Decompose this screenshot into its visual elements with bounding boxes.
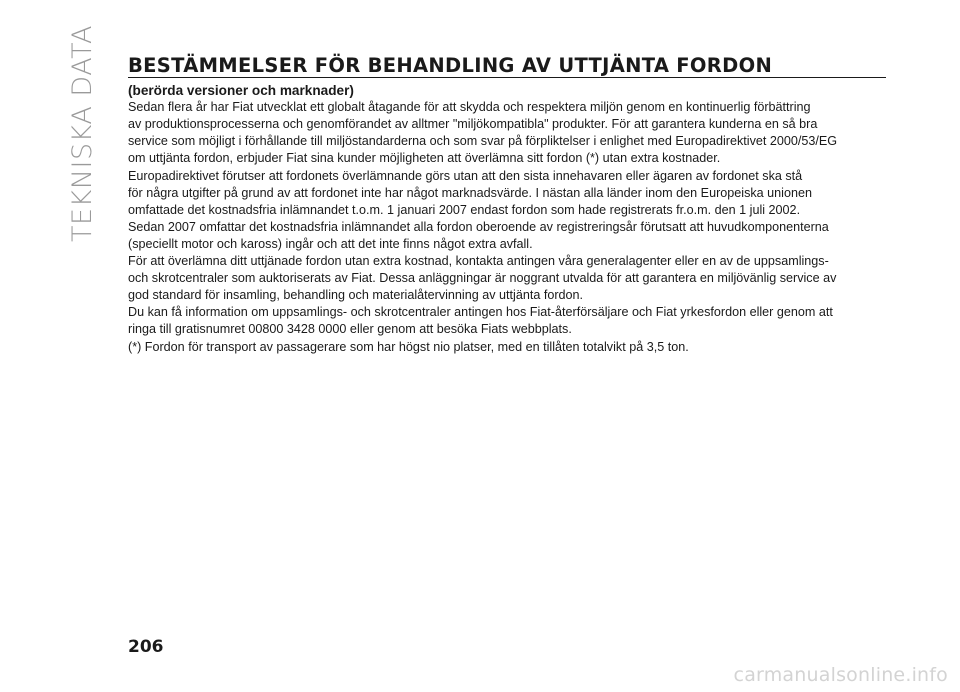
paragraph-line: om uttjänta fordon, erbjuder Fiat sina kunder möjligheten att överlämna sitt fordon (*) utan extra kostnader. <box>128 151 721 166</box>
paragraph-2 <box>128 168 888 219</box>
paragraph-line: (speciellt motor och kaross) ingår och att det inte finns något extra avfall. <box>128 236 533 251</box>
paragraph-4 <box>128 253 888 304</box>
paragraph-5 <box>128 304 888 338</box>
paragraph-line: ringa till gratisnumret 00800 3428 0000 eller genom att besöka Fiats webbplats. <box>128 322 572 337</box>
paragraph-1 <box>128 99 888 167</box>
section-subheading: (berörda versioner och marknader) <box>128 83 354 98</box>
paragraph-line: Europadirektivet förutser att fordonets överlämnande görs utan att den sista innehavaren eller ägaren av fordonet ska stå <box>128 168 803 183</box>
paragraph-line: Sedan flera år har Fiat utvecklat ett globalt åtagande för att skydda och respektera miljön genom en kontinuerlig förbättring <box>128 100 811 115</box>
side-tab-label: TEKNISKA DATA <box>66 24 98 242</box>
paragraph-line: och skrotcentraler som auktoriserats av Fiat. Dessa anläggningar är noggrant utvalda för att garantera en miljövänlig service av <box>128 271 837 286</box>
paragraph-line: För att överlämna ditt uttjänade fordon utan extra kostnad, kontakta antingen våra generalagenter eller en av de uppsamlings- <box>128 254 829 269</box>
paragraph-line: av produktionsprocesserna och genomförandet av alltmer "miljökompatibla" produkter. För att garantera kunderna en så bra <box>128 117 818 132</box>
page-number: 206 <box>128 637 164 657</box>
paragraph-line: Sedan 2007 omfattar det kostnadsfria inlämnandet alla fordon oberoende av registreringsår förutsatt att huvudkomponenterna <box>128 219 829 234</box>
footnote-line: (*) Fordon för transport av passagerare som har högst nio platser, med en tillåten totalvikt på 3,5 ton. <box>128 339 689 354</box>
paragraph-line: service som möjligt i förhållande till miljöstandarderna och som svar på förpliktelser i enlighet med Europadirektivet 2000/53/EG <box>128 134 838 149</box>
title-divider <box>128 77 886 78</box>
watermark: carmanualsonline.info <box>733 664 948 686</box>
paragraph-3 <box>128 219 888 253</box>
paragraph-line: omfattade det kostnadsfria inlämnandet t.o.m. 1 januari 2007 endast fordon som hade registrerats fr.o.m. den 1 juli 2002. <box>128 202 801 217</box>
section-title: BESTÄMMELSER FÖR BEHANDLING AV UTTJÄNTA FORDON <box>128 54 773 77</box>
paragraph-line: Du kan få information om uppsamlings- och skrotcentraler antingen hos Fiat-återförsäljare och Fiat yrkesfordon eller genom att <box>128 305 833 320</box>
footnote <box>128 339 888 356</box>
paragraph-line: god standard för insamling, behandling och materialåtervinning av uttjänta fordon. <box>128 288 584 303</box>
paragraph-line: för några utgifter på grund av att fordonet inte har något marknadsvärde. I nästan alla länder inom den Europeiska unionen <box>128 185 812 200</box>
section-side-tab <box>62 24 102 242</box>
section-content <box>128 82 888 356</box>
